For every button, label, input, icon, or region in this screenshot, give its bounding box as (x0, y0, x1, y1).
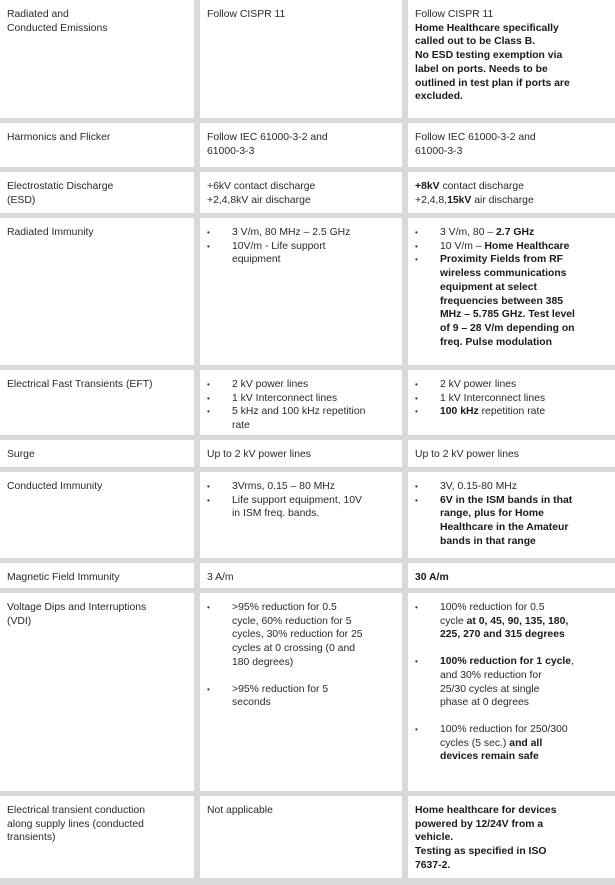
bold-text: Home Healthcare (484, 240, 570, 252)
table-row (0, 563, 615, 588)
text-line (440, 535, 611, 549)
text-line: Electrical transient conduction (7, 805, 146, 816)
iec-requirement-cell (200, 593, 402, 791)
text-line (415, 49, 611, 63)
test-name-cell (0, 0, 194, 118)
bold-text: frequencies between 385 (440, 295, 564, 307)
home-healthcare-requirement-cell (408, 172, 615, 213)
home-healthcare-requirement-cell (408, 440, 615, 467)
text-segment: 10 V/m – (440, 240, 485, 252)
text-line: cycle, 60% reduction for 5 (232, 615, 352, 627)
text-line: rate (232, 420, 250, 432)
bullet-list (207, 378, 396, 433)
text-line: cycles at 0 crossing (0 and (232, 643, 356, 655)
bullet-item (415, 601, 611, 642)
text-line: • >95% reduction for 5 (232, 683, 329, 695)
text-line (440, 336, 611, 350)
text-segment: 25/30 cycles at single (440, 683, 540, 695)
table-row (0, 0, 615, 118)
test-name-cell (0, 172, 194, 213)
text-line (415, 194, 611, 208)
bold-text: Home healthcare for devices (415, 805, 557, 816)
text-line (415, 63, 611, 77)
bullet-item (207, 601, 396, 670)
text-segment: 2 kV power lines (440, 379, 517, 390)
text-line (415, 131, 611, 145)
bullet-item (207, 378, 396, 392)
text-line: +6kV contact discharge (207, 181, 316, 192)
text-line (415, 859, 611, 873)
test-name-cell (0, 440, 194, 467)
bullet-item (207, 494, 396, 521)
bold-text: label on ports. Needs to be (415, 63, 548, 75)
home-healthcare-requirement-cell (408, 593, 615, 791)
text-line: • 5 kHz and 100 kHz repetition (232, 406, 366, 418)
text-line: along supply lines (conducted (7, 818, 144, 830)
text-line: • 3 V/m, 80 MHz – 2.5 GHz (232, 227, 351, 238)
bullet-list (415, 601, 611, 764)
text-line: • >95% reduction for 0.5 (232, 602, 337, 613)
bold-text: Testing as specified in ISO (415, 846, 547, 858)
text-line (415, 77, 611, 91)
text-line: • 2 kV power lines (232, 379, 309, 390)
text-segment: 100% reduction for 0.5 (440, 602, 545, 613)
bullet-item (415, 226, 611, 240)
bold-text: of 9 – 28 V/m depending on (440, 322, 575, 334)
bullet-item (415, 723, 611, 764)
bold-text: vehicle. (415, 832, 454, 844)
bold-text: No ESD testing exemption via (415, 50, 563, 62)
text-segment: , (571, 656, 574, 668)
text-line (440, 322, 611, 336)
text-line (440, 267, 611, 281)
bullet-item (207, 240, 396, 267)
text-line: Up to 2 kV power lines (207, 449, 311, 460)
bullet-item (207, 392, 396, 406)
text-segment: air discharge (471, 194, 534, 206)
bold-text: Home Healthcare specifically (415, 22, 559, 34)
text-line: cycles, 30% reduction for 25 (232, 629, 363, 641)
bullet-list (415, 480, 611, 549)
text-line (440, 226, 611, 240)
bullet-item (415, 494, 611, 549)
bold-text: called out to be Class B. (415, 36, 536, 48)
bold-text: freq. Pulse modulation (440, 336, 552, 348)
text-line: • Life support equipment, 10V (232, 494, 362, 506)
text-line: Harmonics and Flicker (7, 132, 111, 143)
text-segment: Up to 2 kV power lines (415, 449, 519, 460)
bullet-item (415, 253, 611, 349)
bold-text: wireless communications (440, 268, 567, 280)
text-line (415, 22, 611, 36)
text-segment: cycles (5 sec.) (440, 737, 510, 749)
table-row (0, 370, 615, 435)
bullet-list (415, 226, 611, 349)
text-line: seconds (232, 697, 271, 709)
iec-requirement-cell (200, 123, 402, 167)
bullet-item (415, 480, 611, 494)
text-line (440, 601, 611, 615)
text-line (440, 253, 611, 267)
text-line (440, 240, 611, 254)
bold-text: equipment at select (440, 281, 538, 293)
text-line: Conducted Emissions (7, 22, 108, 34)
iec-requirement-cell (200, 440, 402, 467)
text-line: Electrical Fast Transients (EFT) (7, 379, 153, 390)
bold-text: and all (509, 737, 543, 749)
text-line (440, 308, 611, 322)
iec-requirement-cell (200, 218, 402, 365)
iec-requirement-cell (200, 472, 402, 558)
bullet-item (207, 480, 396, 494)
test-name-cell (0, 563, 194, 588)
text-line: Not applicable (207, 805, 273, 816)
table-row (0, 440, 615, 467)
text-line (440, 750, 611, 764)
text-line: (VDI) (7, 615, 32, 627)
test-name-cell (0, 218, 194, 365)
table-row (0, 172, 615, 213)
bullet-item (415, 405, 611, 419)
test-name-cell (0, 472, 194, 558)
text-line (440, 392, 611, 406)
bold-text: range, plus for Home (440, 508, 544, 520)
text-line (440, 480, 611, 494)
text-line (440, 615, 611, 629)
text-line (415, 8, 611, 22)
bold-text: 15kV (447, 194, 472, 206)
bullet-item (415, 240, 611, 254)
bullet-list (207, 480, 396, 521)
home-healthcare-requirement-cell (408, 0, 615, 118)
text-segment: contact discharge (439, 181, 524, 192)
text-segment: +2,4,8, (415, 194, 448, 206)
text-line: Conducted Immunity (7, 481, 103, 492)
text-line: Electrostatic Discharge (7, 181, 114, 192)
text-line: (ESD) (7, 194, 36, 206)
bullet-item (415, 655, 611, 710)
table-row (0, 796, 615, 878)
text-line: in ISM freq. bands. (232, 508, 320, 520)
text-line: Radiated and (7, 9, 69, 20)
home-healthcare-requirement-cell (408, 123, 615, 167)
text-line: Radiated Immunity (7, 227, 94, 238)
text-line (415, 845, 611, 859)
text-line: • 1 kV Interconnect lines (232, 392, 338, 404)
home-healthcare-requirement-cell (408, 472, 615, 558)
text-line: Magnetic Field Immunity (7, 572, 120, 583)
text-line (415, 804, 611, 818)
text-line: Follow IEC 61000-3-2 and (207, 132, 328, 143)
home-healthcare-requirement-cell (408, 796, 615, 878)
text-line: Surge (7, 449, 35, 460)
home-healthcare-requirement-cell (408, 370, 615, 435)
text-line (415, 180, 611, 194)
iec-requirement-cell (200, 563, 402, 588)
iec-requirement-cell (200, 796, 402, 878)
text-line: • 10V/m - Life support (232, 240, 326, 252)
bold-text: Proximity Fields from RF (440, 254, 563, 266)
text-segment: 3 V/m, 80 – (440, 227, 497, 238)
table-row (0, 472, 615, 558)
bullet-item (207, 226, 396, 240)
text-segment: repetition rate (478, 406, 546, 418)
test-name-cell (0, 796, 194, 878)
bold-text: 100 kHz (440, 406, 479, 418)
text-line (440, 378, 611, 392)
bold-text: 100% reduction for 1 cycle (440, 656, 572, 668)
bold-text: powered by 12/24V from a (415, 818, 544, 830)
text-line (440, 669, 611, 683)
test-name-cell (0, 370, 194, 435)
text-line (415, 145, 611, 159)
bold-text: 30 A/m (415, 572, 449, 583)
test-name-cell (0, 123, 194, 167)
text-segment: Follow CISPR 11 (415, 9, 494, 20)
text-line (440, 683, 611, 697)
text-line (440, 628, 611, 642)
iec-requirement-cell (200, 370, 402, 435)
text-line (440, 521, 611, 535)
text-line (440, 723, 611, 737)
text-line: 61000-3-3 (207, 145, 255, 157)
table-row (0, 123, 615, 167)
text-line (415, 818, 611, 832)
home-healthcare-requirement-cell (408, 218, 615, 365)
bold-text: at 0, 45, 90, 135, 180, (466, 615, 569, 627)
text-segment: cycle (440, 615, 467, 627)
text-line (440, 737, 611, 751)
bold-text: devices remain safe (440, 751, 539, 763)
text-line: 180 degrees) (232, 656, 294, 668)
text-line (440, 405, 611, 419)
bold-text: 225, 270 and 315 degrees (440, 629, 565, 641)
bold-text: bands in that range (440, 535, 536, 547)
text-line: Follow CISPR 11 (207, 9, 286, 20)
bullet-item (415, 378, 611, 392)
test-name-cell (0, 593, 194, 791)
table-row (0, 593, 615, 791)
bold-text: outlined in test plan if ports are (415, 77, 570, 89)
text-segment: 1 kV Interconnect lines (440, 392, 546, 404)
text-line: equipment (232, 254, 281, 266)
text-line: +2,4,8kV air discharge (207, 194, 311, 206)
bold-text: Healthcare in the Amateur (440, 522, 569, 534)
home-healthcare-requirement-cell (408, 563, 615, 588)
text-line: 3 A/m (207, 572, 234, 583)
bold-text: 7637-2. (415, 859, 451, 871)
table-row (0, 218, 615, 365)
text-line (440, 494, 611, 508)
text-segment: phase at 0 degrees (440, 697, 529, 709)
text-line (440, 295, 611, 309)
iec-requirement-cell (200, 0, 402, 118)
text-segment: and 30% reduction for (440, 669, 542, 681)
bold-text: excluded. (415, 91, 463, 103)
text-line (440, 696, 611, 710)
text-line (415, 571, 611, 585)
bullet-item (415, 392, 611, 406)
bold-text: 6V in the ISM bands in that (440, 494, 573, 506)
text-line: transients) (7, 832, 56, 844)
bold-text: 2.7 GHz (496, 227, 535, 238)
text-segment: 100% reduction for 250/300 (440, 723, 568, 735)
bullet-list (207, 226, 396, 267)
text-segment: Follow IEC 61000-3-2 and (415, 132, 536, 143)
text-line (415, 35, 611, 49)
bullet-item (207, 683, 396, 710)
text-line: Voltage Dips and Interruptions (7, 602, 147, 613)
text-line (440, 655, 611, 669)
bold-text: +8kV (415, 181, 440, 192)
text-segment: 61000-3-3 (415, 145, 463, 157)
text-line (415, 831, 611, 845)
text-line (415, 448, 611, 462)
text-line (415, 90, 611, 104)
bullet-list (207, 601, 396, 710)
text-line (440, 507, 611, 521)
text-segment: 3V, 0.15-80 MHz (440, 481, 518, 492)
bullet-list (415, 378, 611, 419)
text-line (440, 281, 611, 295)
iec-requirement-cell (200, 172, 402, 213)
bullet-item (207, 405, 396, 432)
bold-text: MHz – 5.785 GHz. Test level (440, 309, 575, 321)
text-line: • 3Vrms, 0.15 – 80 MHz (232, 481, 335, 492)
